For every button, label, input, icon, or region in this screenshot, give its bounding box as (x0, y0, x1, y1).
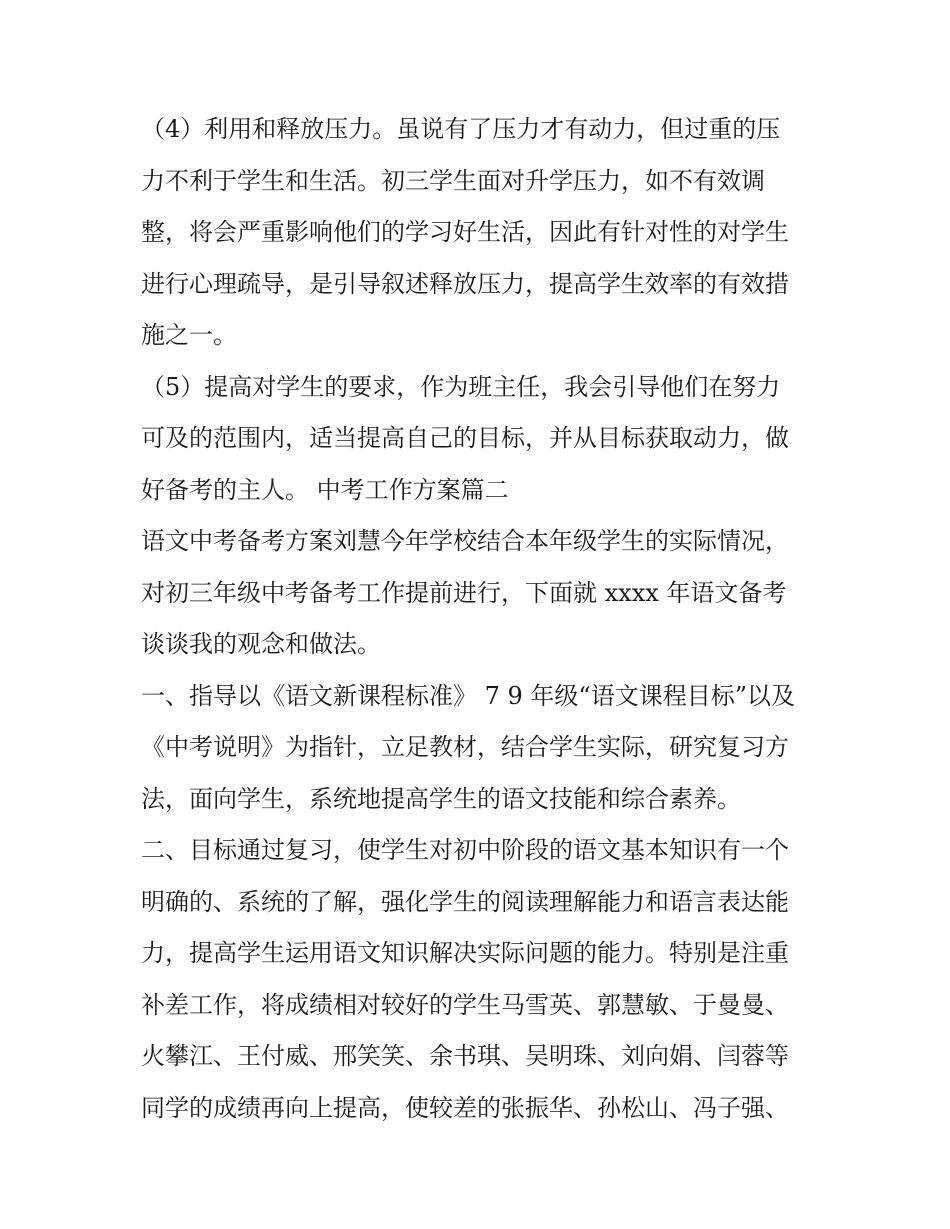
text-line: 同学的成绩再向上提高，使较差的张振华、孙松山、冯子强、 (141, 1093, 789, 1122)
text-line: 火攀江、王付威、邢笑笑、余书琪、吴明珠、刘向娟、闫蓉等 (141, 1042, 789, 1070)
text-line: （4）利用和释放压力。虽说有了压力才有动力，但过重的压 (141, 115, 781, 143)
text-line: 可及的范围内，适当提高自己的目标，并从目标获取动力，做 (141, 424, 789, 452)
text-line: 力不利于学生和生活。初三学生面对升学压力，如不有效调 (141, 166, 765, 195)
text-line: 一、指导以《语文新课程标准》 7 9 年级“语文课程目标”以及 (141, 681, 795, 710)
text-line: 对初三年级中考备考工作提前进行，下面就 xxxx 年语文备考 (141, 578, 787, 607)
text-line: 谈谈我的观念和做法。 (141, 630, 381, 658)
text-line: 《中考说明》为指针，立足教材，结合学生实际，研究复习方 (141, 733, 789, 761)
text-line: 二、目标通过复习，使学生对初中阶段的语文基本知识有一个 (141, 836, 789, 864)
text-line: 进行心理疏导，是引导叙述释放压力，提高学生效率的有效措 (141, 269, 789, 298)
text-line: （5）提高对学生的要求，作为班主任，我会引导他们在努力 (141, 372, 781, 401)
text-line: 法，面向学生，系统地提高学生的语文技能和综合素养。 (141, 784, 741, 813)
text-line: 明确的、系统的了解，强化学生的阅读理解能力和语言表达能 (141, 887, 789, 916)
text-line: 语文中考备考方案刘慧今年学校结合本年级学生的实际情况， (141, 527, 789, 555)
body-text (141, 104, 821, 1134)
text-line: 补差工作，将成绩相对较好的学生马雪英、郭慧敏、于曼曼、 (141, 990, 789, 1019)
text-line: 整，将会严重影响他们的学习好生活，因此有针对性的对学生 (141, 218, 789, 246)
text-line: 施之一。 (141, 321, 237, 349)
text-line: 力，提高学生运用语文知识解决实际问题的能力。特别是注重 (141, 939, 789, 967)
text-line: 好备考的主人。 中考工作方案篇二 (141, 475, 509, 504)
